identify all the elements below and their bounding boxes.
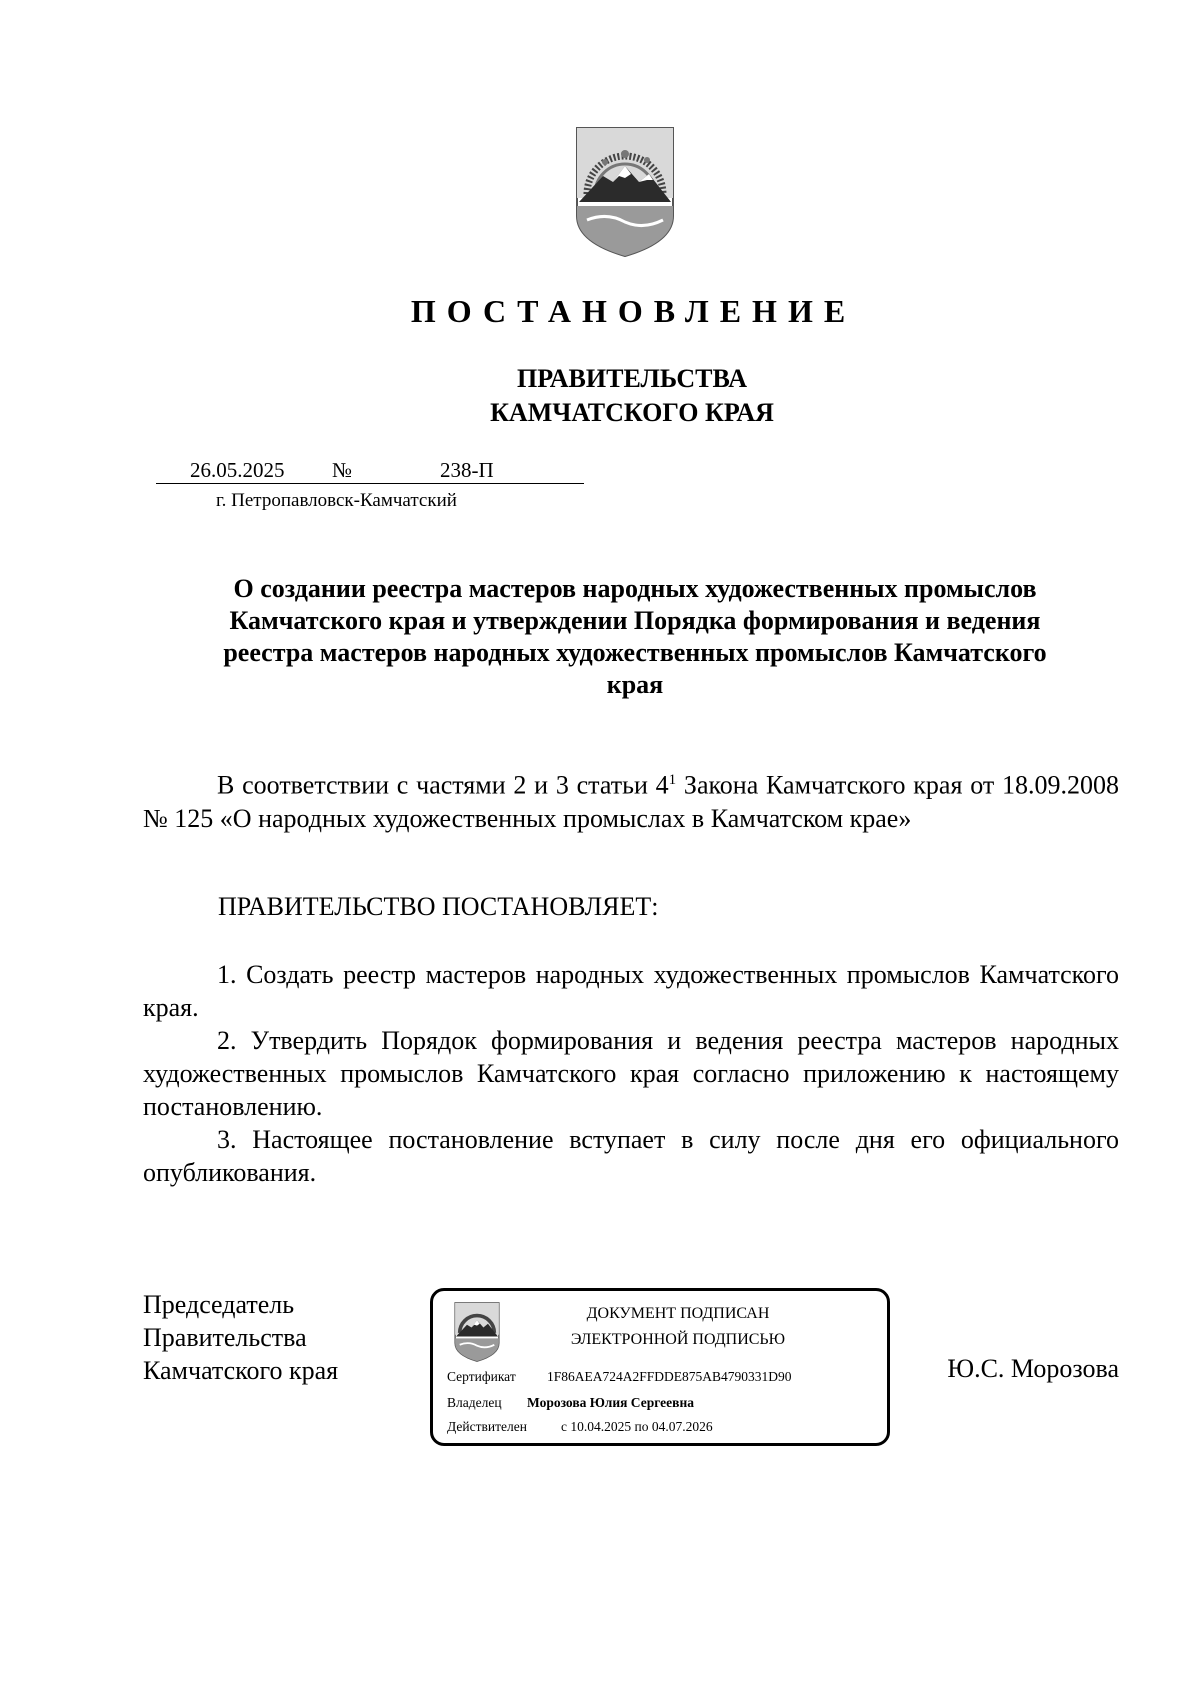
article-superscript: 1: [668, 772, 677, 788]
owner-label: Владелец: [447, 1395, 502, 1410]
owner-row: [447, 1395, 694, 1411]
document-title: [140, 573, 1130, 701]
title-line: реестра мастеров народных художественных промыслов Камчатского: [223, 638, 1047, 667]
stamp-title: [523, 1301, 833, 1353]
validity-row: [447, 1419, 713, 1435]
electronic-signature-stamp: [430, 1288, 890, 1446]
validity-value: с 10.04.2025 по 04.07.2026: [561, 1419, 713, 1434]
stamp-title-line: ДОКУМЕНТ ПОДПИСАН: [586, 1305, 770, 1322]
title-line: Камчатского края и утверждении Порядка формирования и ведения: [229, 606, 1041, 635]
stamp-title-line: ЭЛЕКТРОННОЙ ПОДПИСЬЮ: [570, 1331, 786, 1348]
resolves-heading: ПРАВИТЕЛЬСТВО ПОСТАНОВЛЯЕТ:: [218, 892, 659, 921]
resolution-items: [143, 958, 1119, 1189]
issuing-authority: [0, 362, 1200, 430]
certificate-value: 1F86AEA724A2FFDDE875AB4790331D90: [547, 1369, 792, 1384]
document-number: 238-П: [356, 458, 584, 484]
title-line: края: [606, 670, 664, 699]
document-type-heading: ПОСТАНОВЛЕНИЕ: [410, 293, 857, 329]
authority-line: КАМЧАТСКОГО КРАЯ: [490, 398, 774, 427]
title-line: О создании реестра мастеров народных художественных промыслов: [233, 574, 1037, 603]
preamble-text: В соответствии с частями 2 и 3 статьи 4: [217, 770, 669, 800]
registration-line: [156, 458, 584, 484]
authority-line: ПРАВИТЕЛЬСТВА: [517, 364, 747, 393]
kamchatka-coat-of-arms-icon: [453, 1301, 501, 1363]
owner-value: Морозова Юлия Сергеевна: [527, 1395, 694, 1410]
signatory-position: [143, 1288, 338, 1387]
resolution-item: 3. Настоящее постановление вступает в силу после дня его официального опубликования.: [143, 1125, 1119, 1187]
preamble-text: Закона Камчатского края от 18.09.2008 № 125 «О народных художественных промыслах в Камчатском крае»: [143, 770, 1119, 833]
kamchatka-coat-of-arms-icon: [573, 124, 677, 260]
resolution-item: 1. Создать реестр мастеров народных художественных промыслов Камчатского края.: [143, 960, 1119, 1022]
signatory-line: Правительства: [143, 1323, 307, 1352]
signatory-line: Камчатского края: [143, 1356, 339, 1385]
resolution-item: 2. Утвердить Порядок формирования и ведения реестра мастеров народных художественных промыслов Камчатского края согласно приложению к настоящему постановлению.: [143, 1026, 1119, 1121]
signatory-line: Председатель: [143, 1290, 295, 1319]
preamble-paragraph: [143, 764, 1119, 835]
signatory-name: Ю.С. Морозова: [947, 1354, 1119, 1383]
certificate-label: Сертификат: [447, 1369, 516, 1384]
validity-label: Действителен: [447, 1419, 527, 1434]
certificate-row: [447, 1369, 792, 1385]
issue-place: г. Петропавловск-Камчатский: [216, 490, 457, 511]
document-date: 26.05.2025: [156, 458, 332, 484]
number-sign: №: [332, 458, 356, 484]
